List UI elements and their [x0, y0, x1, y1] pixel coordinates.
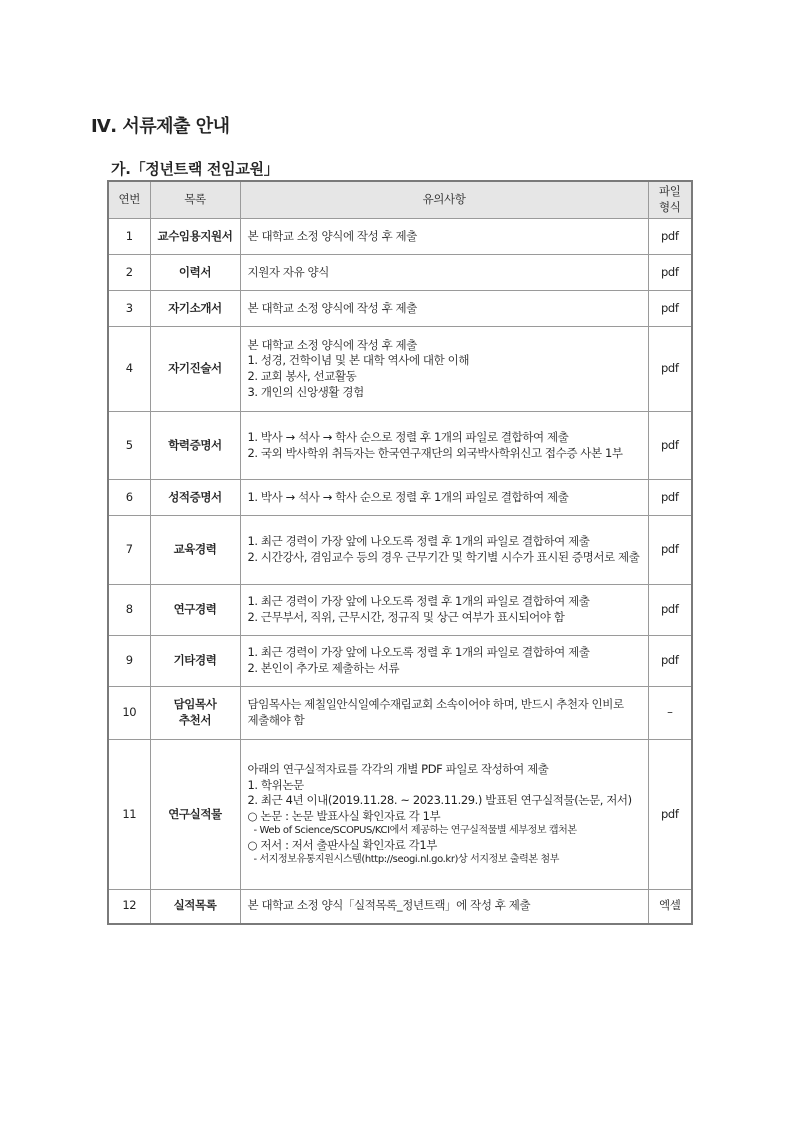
- row-no: 8: [108, 585, 150, 636]
- note-line: 2. 근무부서, 직위, 근무시간, 정규직 및 상근 여부가 표시되어야 함: [247, 610, 565, 624]
- row-name-line: 추천서: [178, 713, 212, 727]
- row-name: 교육경력: [150, 516, 240, 585]
- row-note: [240, 219, 648, 255]
- row-no: 1: [108, 219, 150, 255]
- row-name-line: 담임목사: [173, 697, 217, 712]
- table-row: [108, 412, 692, 480]
- header-format-line1: 파일: [659, 184, 681, 199]
- table-row: [108, 585, 692, 636]
- table-row: [108, 636, 692, 687]
- row-name: [150, 687, 240, 740]
- row-note: [240, 585, 648, 636]
- document-list-table: [107, 180, 693, 925]
- note-line: 담임목사는 제칠일안식일예수재림교회 소속이어야 하며, 반드시 추천자 인비로: [247, 697, 624, 712]
- row-note: [240, 480, 648, 516]
- row-name: 연구경력: [150, 585, 240, 636]
- row-format: pdf: [648, 585, 692, 636]
- row-format: pdf: [648, 412, 692, 480]
- note-line: - Web of Science/SCOPUS/KCI에서 제공하는 연구실적물별 세부정보 캡처본: [253, 825, 577, 837]
- row-no: 12: [108, 890, 150, 924]
- header-note: 유의사항: [240, 181, 648, 219]
- row-format: –: [648, 687, 692, 740]
- row-format: 엑셀: [648, 890, 692, 924]
- row-name: 자기진술서: [150, 327, 240, 412]
- row-note: [240, 636, 648, 687]
- row-note: [240, 890, 648, 924]
- row-format: pdf: [648, 740, 692, 890]
- table-header-row: [108, 181, 692, 219]
- row-note: [240, 327, 648, 412]
- table-row: [108, 516, 692, 585]
- sub-title: 가.「정년트랙 전임교원」: [111, 160, 279, 178]
- row-format: pdf: [648, 480, 692, 516]
- row-format: pdf: [648, 291, 692, 327]
- row-name: 실적목록: [150, 890, 240, 924]
- note-line: 1. 최근 경력이 가장 앞에 나오도록 정렬 후 1개의 파일로 결합하여 제출: [247, 645, 590, 660]
- table-row: [108, 480, 692, 516]
- note-line: 2. 교회 봉사, 선교활동: [247, 369, 357, 383]
- note-line: 3. 개인의 신앙생활 경험: [247, 384, 364, 399]
- note-line: 아래의 연구실적자료를 각각의 개별 PDF 파일로 작성하여 제출: [247, 762, 549, 777]
- row-format: pdf: [648, 219, 692, 255]
- row-no: 9: [108, 636, 150, 687]
- row-no: 11: [108, 740, 150, 890]
- row-name: 연구실적물: [150, 740, 240, 890]
- row-no: 10: [108, 687, 150, 740]
- row-name: 기타경력: [150, 636, 240, 687]
- note-line: 본 대학교 소정 양식에 작성 후 제출: [247, 300, 417, 315]
- note-line: 2. 국외 박사학위 취득자는 한국연구재단의 외국박사학위신고 접수증 사본 1부: [247, 445, 623, 460]
- note-line: 1. 박사 → 석사 → 학사 순으로 정렬 후 1개의 파일로 결합하여 제출: [247, 429, 569, 444]
- row-name: 자기소개서: [150, 291, 240, 327]
- note-line: 본 대학교 소정 양식「실적목록_정년트랙」에 작성 후 제출: [247, 898, 531, 913]
- note-line: 1. 최근 경력이 가장 앞에 나오도록 정렬 후 1개의 파일로 결합하여 제출: [247, 534, 590, 549]
- note-line: 지원자 자유 양식: [247, 264, 329, 279]
- section-title: Ⅳ. 서류제출 안내: [91, 116, 230, 137]
- row-note: [240, 516, 648, 585]
- note-line: 1. 성경, 건학이념 및 본 대학 역사에 대한 이해: [247, 353, 470, 368]
- row-no: 2: [108, 255, 150, 291]
- row-note: [240, 687, 648, 740]
- note-line: 2. 최근 4년 이내(2019.11.28. ~ 2023.11.29.) 발표된 연구실적물(논문, 저서): [247, 793, 632, 808]
- row-no: 4: [108, 327, 150, 412]
- row-no: 6: [108, 480, 150, 516]
- table-row: [108, 255, 692, 291]
- header-format: [648, 181, 692, 219]
- row-name: 학력증명서: [150, 412, 240, 480]
- note-line: 2. 시간강사, 겸임교수 등의 경우 근무기간 및 학기별 시수가 표시된 증명서로 제출: [247, 550, 640, 564]
- row-no: 5: [108, 412, 150, 480]
- header-name: 목록: [150, 181, 240, 219]
- table-row: [108, 291, 692, 327]
- header-no: 연번: [108, 181, 150, 219]
- row-format: pdf: [648, 255, 692, 291]
- note-line: 2. 본인이 추가로 제출하는 서류: [247, 661, 400, 675]
- note-line: 1. 최근 경력이 가장 앞에 나오도록 정렬 후 1개의 파일로 결합하여 제출: [247, 594, 590, 609]
- note-line: ○ 논문 : 논문 발표사실 확인자료 각 1부: [247, 808, 441, 823]
- note-line: - 서지정보유통지원시스템(http://seogi.nl.go.kr)상 서지정보 출력본 첨부: [253, 854, 559, 866]
- table-row: [108, 327, 692, 412]
- row-no: 3: [108, 291, 150, 327]
- row-note: [240, 740, 648, 890]
- table-row: [108, 890, 692, 924]
- row-name: 성적증명서: [150, 480, 240, 516]
- table-row: [108, 740, 692, 890]
- note-line: 본 대학교 소정 양식에 작성 후 제출: [247, 337, 417, 352]
- table-row: [108, 687, 692, 740]
- row-format: pdf: [648, 516, 692, 585]
- row-note: [240, 412, 648, 480]
- row-format: pdf: [648, 636, 692, 687]
- note-line: 제출해야 함: [247, 713, 305, 727]
- row-name: 교수임용지원서: [150, 219, 240, 255]
- row-note: [240, 291, 648, 327]
- note-line: 1. 학위논문: [247, 777, 304, 792]
- table-row: [108, 219, 692, 255]
- header-format-line2: 형식: [659, 200, 681, 214]
- row-format: pdf: [648, 327, 692, 412]
- note-line: ○ 저서 : 저서 출판사실 확인자료 각1부: [247, 837, 437, 852]
- row-name: 이력서: [150, 255, 240, 291]
- row-note: [240, 255, 648, 291]
- row-no: 7: [108, 516, 150, 585]
- note-line: 1. 박사 → 석사 → 학사 순으로 정렬 후 1개의 파일로 결합하여 제출: [247, 489, 569, 504]
- note-line: 본 대학교 소정 양식에 작성 후 제출: [247, 228, 417, 243]
